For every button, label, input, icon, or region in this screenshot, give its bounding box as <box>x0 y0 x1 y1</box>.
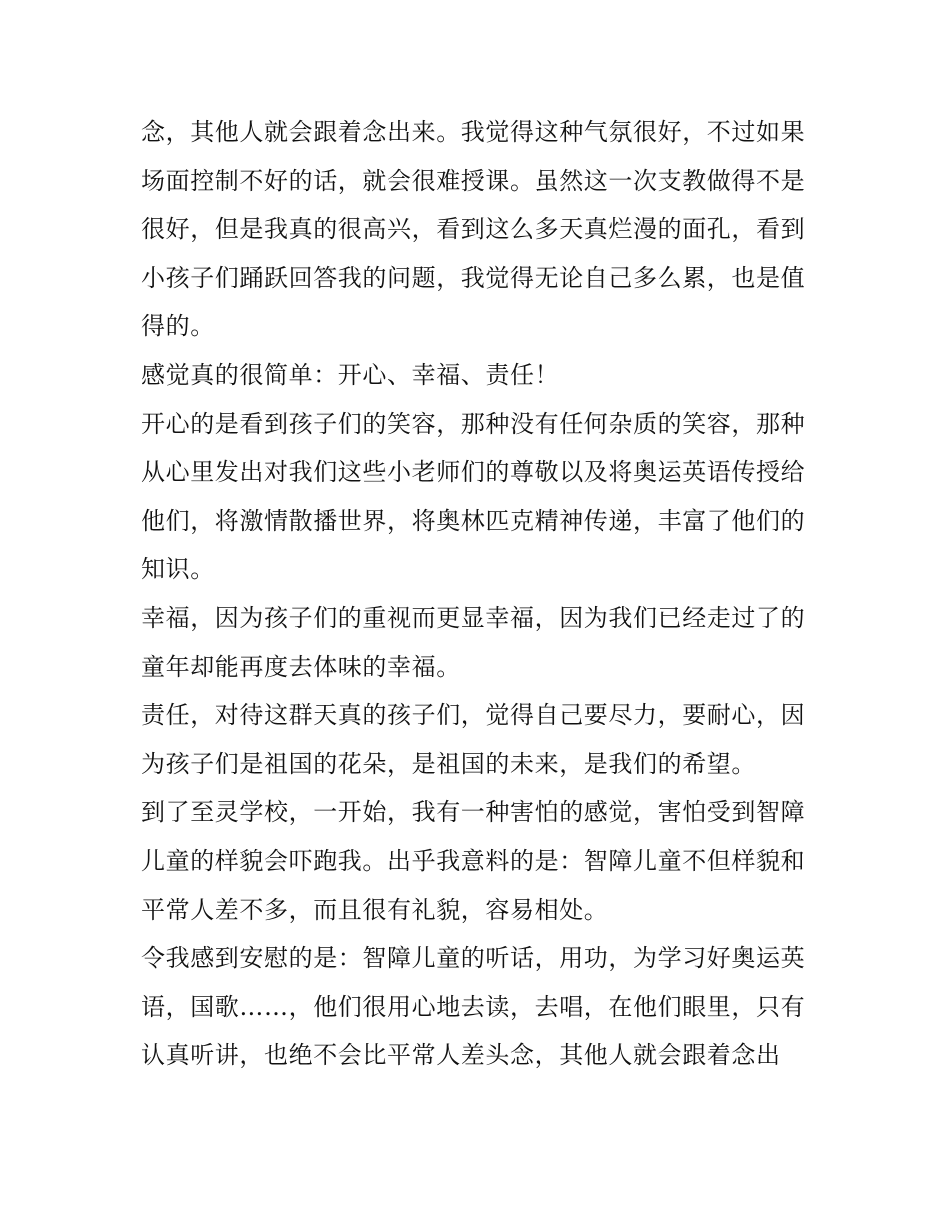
paragraph-happiness: 开心的是看到孩子们的笑容，那种没有任何杂质的笑容，那种 从心里发出对我们这些小老师们的尊敬以及将奥运英语传授给 他们，将激情散播世界，将奥林匹克精神传递，丰富了他们的 知识。 <box>141 409 806 584</box>
paragraph-blessing: 幸福，因为孩子们的重视而更显幸福，因为我们已经走过了的 童年却能再度去体味的幸福。 <box>141 603 806 681</box>
paragraph-school-arrival: 到了至灵学校，一开始，我有一种害怕的感觉，害怕受到智障 儿童的样貌会吓跑我。出乎我意料的是：智障儿童不但样貌和 平常人差不多，而且很有礼貌，容易相处。 <box>141 798 806 924</box>
paragraph-comfort: 令我感到安慰的是：智障儿童的听话，用功，为学习好奥运英 语，国歌……，他们很用心地去读，去唱，在他们眼里，只有 认真听讲，也绝不会比平常人差头念，其他人就会跟着念出 <box>141 944 806 1070</box>
paragraph-summary-feelings: 感觉真的很简单：开心、幸福、责任！ <box>141 360 560 389</box>
document-body <box>141 108 815 1080</box>
paragraph-teaching-reflection: 念，其他人就会跟着念出来。我觉得这种气氛很好，不过如果 场面控制不好的话，就会很难授课。虽然这一次支教做得不是 很好，但是我真的很高兴，看到这么多天真烂漫的面孔，看到 小孩子们踊跃回答我的问题，我觉得无论自己多么累，也是值 得的。 <box>141 118 806 341</box>
paragraph-responsibility: 责任，对待这群天真的孩子们，觉得自己要尽力，要耐心，因 为孩子们是祖国的花朵，是祖国的未来，是我们的希望。 <box>141 701 806 778</box>
